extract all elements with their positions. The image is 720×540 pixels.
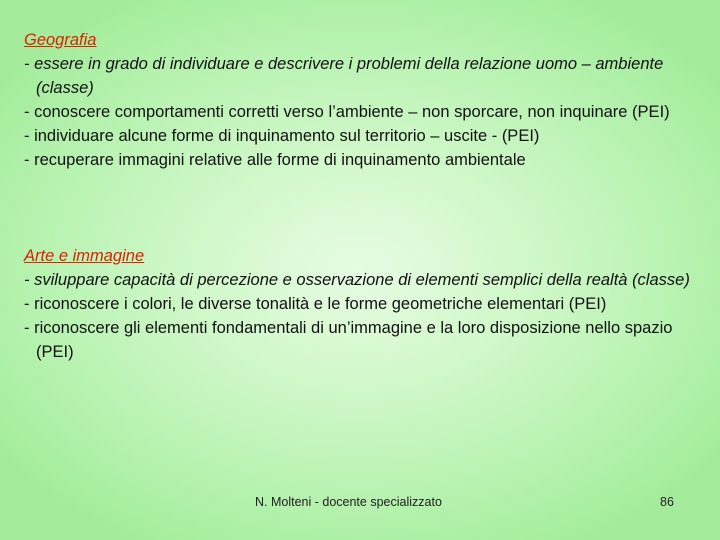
footer-author: N. Molteni - docente specializzato	[255, 495, 442, 509]
list-item: - conoscere comportamenti corretti verso l’ambiente – non sporcare, non inquinare (PEI)	[24, 103, 670, 121]
section-geografia	[24, 28, 714, 172]
list-item: - essere in grado di individuare e descrivere i problemi della relazione uomo – ambiente (classe)	[24, 55, 664, 97]
list-item: - individuare alcune forme di inquinamento sul territorio – uscite - (PEI)	[24, 127, 540, 145]
list-item: - sviluppare capacità di percezione e osservazione di elementi semplici della realtà (classe)	[24, 271, 690, 289]
list-item: - riconoscere i colori, le diverse tonalità e le forme geometriche elementari (PEI)	[24, 295, 607, 313]
section-heading-arte: Arte e immagine	[24, 247, 145, 265]
section-arte-e-immagine	[24, 244, 714, 364]
list-item: - recuperare immagini relative alle forme di inquinamento ambientale	[24, 151, 526, 169]
list-item: - riconoscere gli elementi fondamentali di un’immagine e la loro disposizione nello spazio (PEI)	[24, 319, 673, 361]
section-heading-geografia: Geografia	[24, 31, 97, 49]
page-number: 86	[660, 495, 674, 509]
